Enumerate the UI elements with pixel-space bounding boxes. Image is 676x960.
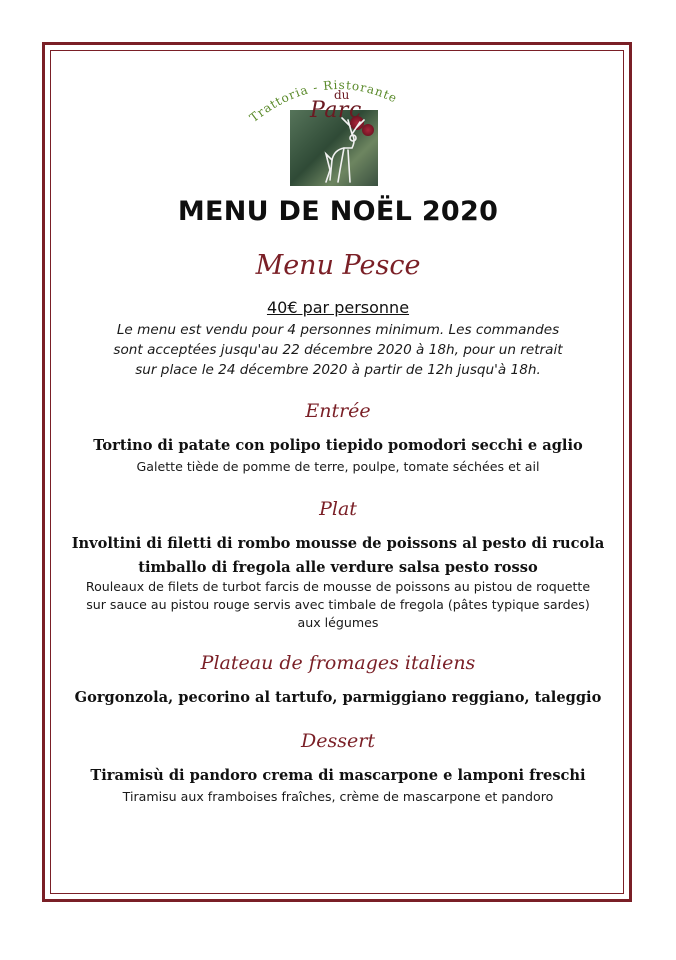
desc-entree: Galette tiède de pomme de terre, poulpe, tomate séchées et ail	[136, 459, 540, 474]
dish-plat-line: Involtini di filetti di rombo mousse de poissons al pesto di rucola	[71, 535, 605, 552]
dish-plat-line: timballo di fregola alle verdure salsa pesto rosso	[138, 559, 538, 576]
logo-du: du	[334, 88, 350, 102]
desc-plat-line: aux légumes	[297, 615, 379, 630]
price	[0, 298, 676, 317]
order-note-line: Le menu est vendu pour 4 personnes minimum. Les commandes	[116, 322, 560, 338]
desc-dessert: Tiramisu aux framboises fraîches, crème de mascarpone et pandoro	[122, 789, 554, 804]
order-note-line: sont acceptées jusqu'au 22 décembre 2020 à 18h, pour un retrait	[113, 342, 563, 358]
desc-plat-line: sur sauce au pistou rouge servis avec timbale de fregola (pâtes typique sardes)	[86, 597, 590, 612]
section-title-dessert: Dessert	[301, 730, 375, 752]
logo-parc: Parc	[310, 98, 362, 123]
order-note-line: sur place le 24 décembre 2020 à partir de 12h jusqu'à 18h.	[135, 362, 541, 378]
dish-entree: Tortino di patate con polipo tiepido pomodori secchi e aglio	[93, 437, 583, 454]
page-title: MENU DE NOËL 2020	[177, 196, 499, 227]
dish-fromages: Gorgonzola, pecorino al tartufo, parmiggiano reggiano, taleggio	[74, 689, 602, 706]
order-note	[0, 320, 676, 380]
menu-name: Menu Pesce	[255, 250, 421, 281]
svg-text:Trattoria - Ristorante: Trattoria - Ristorante	[246, 77, 400, 126]
desc-plat-line: Rouleaux de filets de turbot farcis de mousse de poissons au pistou de roquette	[85, 579, 591, 594]
dish-dessert: Tiramisù di pandoro crema di mascarpone e lamponi freschi	[90, 767, 586, 784]
section-title-fromages: Plateau de fromages italiens	[200, 652, 476, 674]
price-text: 40€ par personne	[266, 298, 410, 317]
restaurant-logo	[238, 68, 438, 188]
section-title-entree: Entrée	[305, 400, 371, 422]
section-title-plat: Plat	[319, 498, 357, 520]
